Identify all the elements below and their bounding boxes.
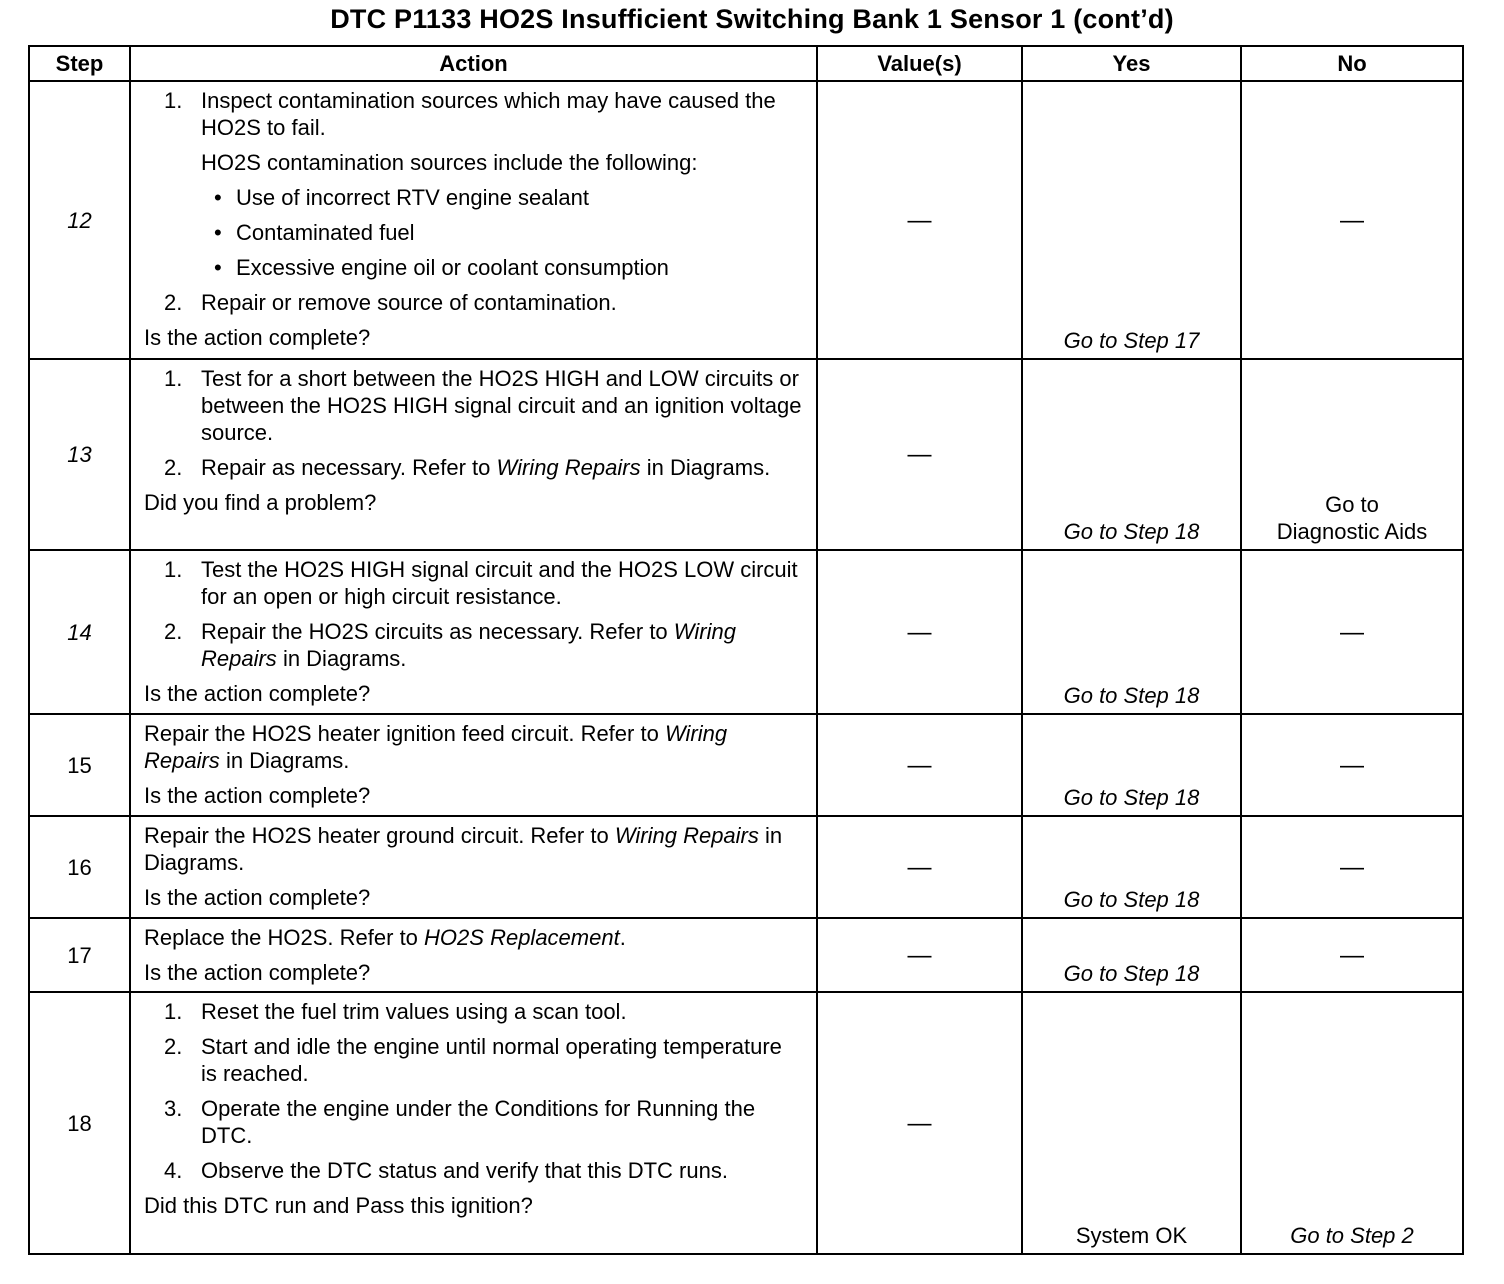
- no-cell: Go to Diagnostic Aids: [1241, 359, 1463, 550]
- table-row: [29, 359, 1463, 550]
- list-item: 1. Reset the fuel trim values using a scan tool.: [164, 999, 627, 1024]
- value-cell: —: [817, 918, 1022, 992]
- action-question: Is the action complete?: [144, 325, 371, 350]
- no-cell: —: [1241, 550, 1463, 714]
- header-no: No: [1241, 46, 1463, 81]
- step-number: 17: [29, 918, 130, 992]
- reference-link: HO2S Replacement: [424, 925, 620, 950]
- value-cell: —: [817, 816, 1022, 918]
- header-action: Action: [130, 46, 817, 81]
- action-cell: [130, 918, 817, 992]
- yes-cell: Go to Step 18: [1022, 918, 1241, 992]
- no-cell: —: [1241, 816, 1463, 918]
- yes-cell: Go to Step 18: [1022, 816, 1241, 918]
- yes-cell: Go to Step 18: [1022, 550, 1241, 714]
- step-number: 12: [29, 81, 130, 359]
- action-question: Did you find a problem?: [144, 490, 377, 515]
- step-number: 16: [29, 816, 130, 918]
- no-cell: Go to Step 2: [1241, 992, 1463, 1254]
- list-item: 1. Test for a short between the HO2S HIGH and LOW circuits or between the HO2S HIGH signal circuit and an ignition voltage source.: [164, 366, 802, 445]
- value-cell: —: [817, 550, 1022, 714]
- action-cell: [130, 81, 817, 359]
- list-note: HO2S contamination sources include the following:: [201, 150, 698, 175]
- list-item: 2. Repair as necessary. Refer to Wiring Repairs in Diagrams.: [164, 455, 771, 480]
- reference-link: Wiring Repairs: [614, 823, 759, 848]
- action-question: Is the action complete?: [144, 681, 371, 706]
- no-cell: —: [1241, 81, 1463, 359]
- step-number: 14: [29, 550, 130, 714]
- reference-link: Wiring Repairs: [201, 619, 736, 671]
- reference-link: Wiring Repairs: [496, 455, 641, 480]
- action-text: Replace the HO2S. Refer to HO2S Replacement.: [144, 925, 626, 950]
- yes-cell: System OK: [1022, 992, 1241, 1254]
- no-cell: —: [1241, 714, 1463, 816]
- action-question: Is the action complete?: [144, 783, 371, 808]
- yes-cell: Go to Step 18: [1022, 359, 1241, 550]
- action-cell: [130, 992, 817, 1254]
- action-cell: [130, 550, 817, 714]
- value-cell: —: [817, 81, 1022, 359]
- reference-link: Wiring Repairs: [144, 721, 728, 773]
- list-item: 2. Repair or remove source of contamination.: [164, 290, 617, 315]
- action-text: Repair the HO2S heater ground circuit. Refer to Wiring Repairs in Diagrams.: [144, 823, 783, 875]
- list-item: 3. Operate the engine under the Conditions for Running the DTC.: [164, 1096, 756, 1148]
- page-title: DTC P1133 HO2S Insufficient Switching Bank 1 Sensor 1 (cont’d): [330, 4, 1174, 34]
- diagnostic-table: [28, 45, 1464, 1255]
- step-number: 13: [29, 359, 130, 550]
- action-question: Is the action complete?: [144, 885, 371, 910]
- yes-cell: Go to Step 18: [1022, 714, 1241, 816]
- table-row: [29, 550, 1463, 714]
- no-cell: —: [1241, 918, 1463, 992]
- bullet-item: • Use of incorrect RTV engine sealant: [214, 185, 589, 210]
- list-item: 2. Repair the HO2S circuits as necessary. Refer to Wiring Repairs in Diagrams.: [164, 619, 736, 671]
- table-row: [29, 81, 1463, 359]
- action-question: Did this DTC run and Pass this ignition?: [144, 1193, 533, 1218]
- table-header-row: [29, 46, 1463, 81]
- action-question: Is the action complete?: [144, 960, 371, 985]
- table-row: [29, 992, 1463, 1254]
- step-number: 15: [29, 714, 130, 816]
- list-item: 1. Inspect contamination sources which may have caused the HO2S to fail.: [164, 88, 776, 140]
- list-item: 1. Test the HO2S HIGH signal circuit and the HO2S LOW circuit for an open or high circuit resistance.: [164, 557, 798, 609]
- action-cell: [130, 359, 817, 550]
- action-text: Repair the HO2S heater ignition feed circuit. Refer to Wiring Repairs in Diagrams.: [144, 721, 728, 773]
- action-cell: [130, 714, 817, 816]
- action-cell: [130, 816, 817, 918]
- header-step: Step: [29, 46, 130, 81]
- table-row: [29, 816, 1463, 918]
- table-row: [29, 714, 1463, 816]
- header-values: Value(s): [817, 46, 1022, 81]
- bullet-item: • Excessive engine oil or coolant consumption: [214, 255, 669, 280]
- value-cell: —: [817, 992, 1022, 1254]
- yes-cell: Go to Step 17: [1022, 81, 1241, 359]
- step-number: 18: [29, 992, 130, 1254]
- header-yes: Yes: [1022, 46, 1241, 81]
- list-item: 2. Start and idle the engine until normal operating temperature is reached.: [164, 1034, 782, 1086]
- table-row: [29, 918, 1463, 992]
- value-cell: —: [817, 359, 1022, 550]
- bullet-item: • Contaminated fuel: [214, 220, 415, 245]
- value-cell: —: [817, 714, 1022, 816]
- list-item: 4. Observe the DTC status and verify that this DTC runs.: [164, 1158, 728, 1183]
